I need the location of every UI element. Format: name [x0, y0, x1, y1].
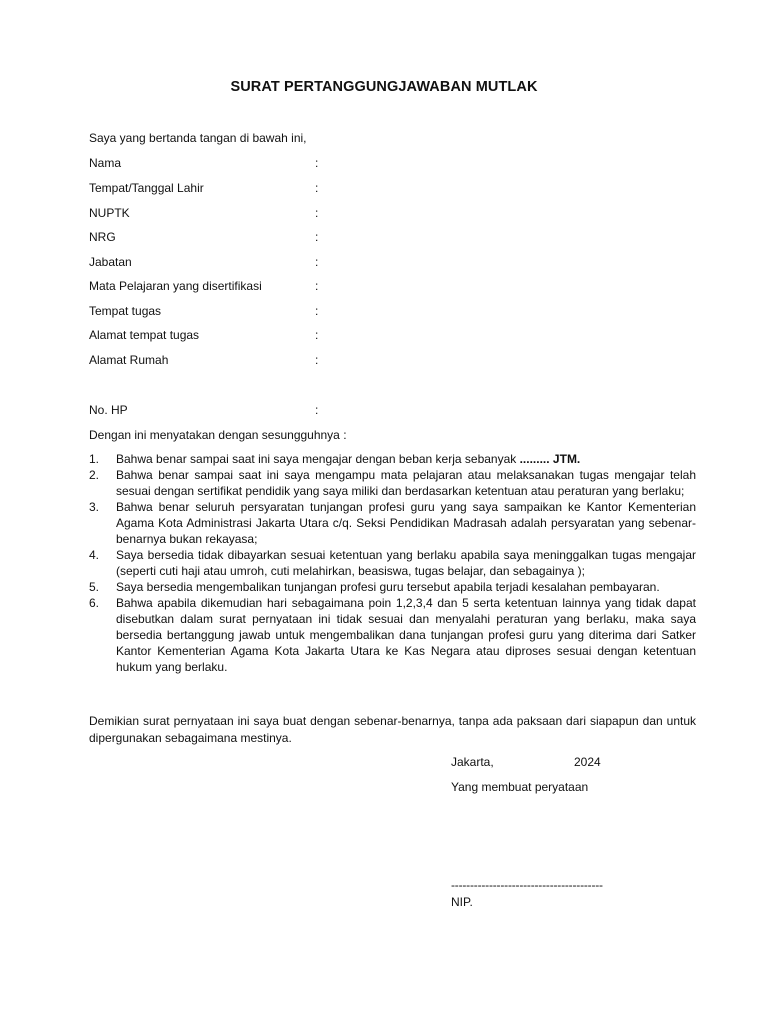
list-item	[89, 547, 696, 579]
field-label: No. HP	[89, 403, 128, 417]
list-item-text: Bahwa benar seluruh persyaratan tunjangan profesi guru yang saya sampaikan ke Kantor Kementerian Agama Kota Administrasi Jakarta Utara c/q. Seksi Pendidikan Madrasah adalah persyaratan yang sebenar-benarnya bukan rekayasa;	[116, 500, 696, 546]
field-colon: :	[315, 206, 319, 220]
field-colon: :	[315, 304, 319, 318]
field-colon: :	[315, 328, 319, 342]
field-colon: :	[315, 353, 319, 367]
field-tempat-tanggal-lahir	[89, 181, 389, 197]
list-item-text: Bahwa benar sampai saat ini saya mengampu mata pelajaran atau melaksanakan tugas mengajar telah sesuai dengan sertifikat pendidik yang saya miliki dan berdasarkan ketentuan atau peraturan yang berlaku;	[116, 468, 696, 498]
field-tempat-tugas	[89, 304, 389, 320]
list-item	[89, 595, 696, 675]
field-colon: :	[315, 181, 319, 195]
list-item	[89, 499, 696, 547]
list-item-text: Bahwa apabila dikemudian hari sebagaimana poin 1,2,3,4 dan 5 serta ketentuan lainnya yang tidak dapat disebutkan dalam surat pernyataan ini tidak sesuai dan menyalahi peraturan yang berlaku, maka saya bersedia bertanggung jawab untuk mengembalikan dana tunjangan profesi guru yang diterima dari Satker Kantor Kementerian Agama Kota Jakarta Utara ke Kas Negara atau diproses sesuai dengan ketentuan hukum yang berlaku.	[116, 596, 696, 674]
list-item-text: Saya bersedia tidak dibayarkan sesuai ketentuan yang berlaku apabila saya meninggalkan tugas mengajar (seperti cuti haji atau umroh, cuti melahirkan, beasiswa, tugas belajar, dan sebagainya );	[116, 548, 696, 578]
list-item-text: Bahwa benar sampai saat ini saya mengajar dengan beban kerja sebanyak	[116, 452, 520, 466]
field-colon: :	[315, 255, 319, 269]
declaration-list	[89, 451, 696, 675]
signature-place: Jakarta,	[451, 755, 494, 769]
field-alamat-tempat-tugas	[89, 328, 389, 344]
declaration-intro: Dengan ini menyatakan dengan sesungguhnya :	[89, 428, 347, 442]
list-item-number: 1.	[89, 452, 100, 466]
field-colon: :	[315, 156, 319, 170]
field-alamat-rumah	[89, 353, 389, 369]
field-nama	[89, 156, 389, 172]
list-item-number: 3.	[89, 500, 100, 514]
list-item-text: Saya bersedia mengembalikan tunjangan profesi guru tersebut apabila terjadi kesalahan pembayaran.	[116, 580, 660, 594]
closing-paragraph: Demikian surat pernyataan ini saya buat dengan sebenar-benarnya, tanpa ada paksaan dari siapapun dan untuk dipergunakan sebagaimana mestinya.	[89, 714, 696, 745]
intro-text: Saya yang bertanda tangan di bawah ini,	[89, 131, 307, 145]
field-label: Alamat tempat tugas	[89, 328, 200, 342]
list-item-number: 2.	[89, 468, 100, 482]
signature-year: 2024	[574, 755, 601, 769]
field-label: Alamat Rumah	[89, 353, 169, 367]
field-jabatan	[89, 255, 389, 271]
list-item	[89, 467, 696, 499]
signature-maker: Yang membuat peryataan	[451, 780, 589, 794]
field-label: Tempat tugas	[89, 304, 162, 318]
list-item-bold: ......... JTM.	[519, 452, 581, 466]
field-no-hp	[89, 403, 389, 419]
signature-place-date	[451, 755, 601, 770]
list-item-number: 5.	[89, 580, 100, 594]
field-label: Tempat/Tanggal Lahir	[89, 181, 204, 195]
field-nrg	[89, 230, 389, 246]
list-item	[89, 451, 696, 467]
field-label: Jabatan	[89, 255, 132, 269]
field-label: NUPTK	[89, 206, 130, 220]
field-nuptk	[89, 206, 389, 222]
field-colon: :	[315, 403, 319, 417]
signature-line: ----------------------------------------	[451, 878, 603, 892]
field-colon: :	[315, 279, 319, 293]
list-item-number: 4.	[89, 548, 100, 562]
field-mata-pelajaran	[89, 279, 389, 295]
document-title: SURAT PERTANGGUNGJAWABAN MUTLAK	[230, 79, 538, 95]
field-label: Mata Pelajaran yang disertifikasi	[89, 279, 262, 293]
field-label: Nama	[89, 156, 122, 170]
list-item-number: 6.	[89, 596, 100, 610]
signature-nip: NIP.	[451, 895, 473, 909]
field-colon: :	[315, 230, 319, 244]
field-label: NRG	[89, 230, 116, 244]
list-item	[89, 579, 696, 595]
